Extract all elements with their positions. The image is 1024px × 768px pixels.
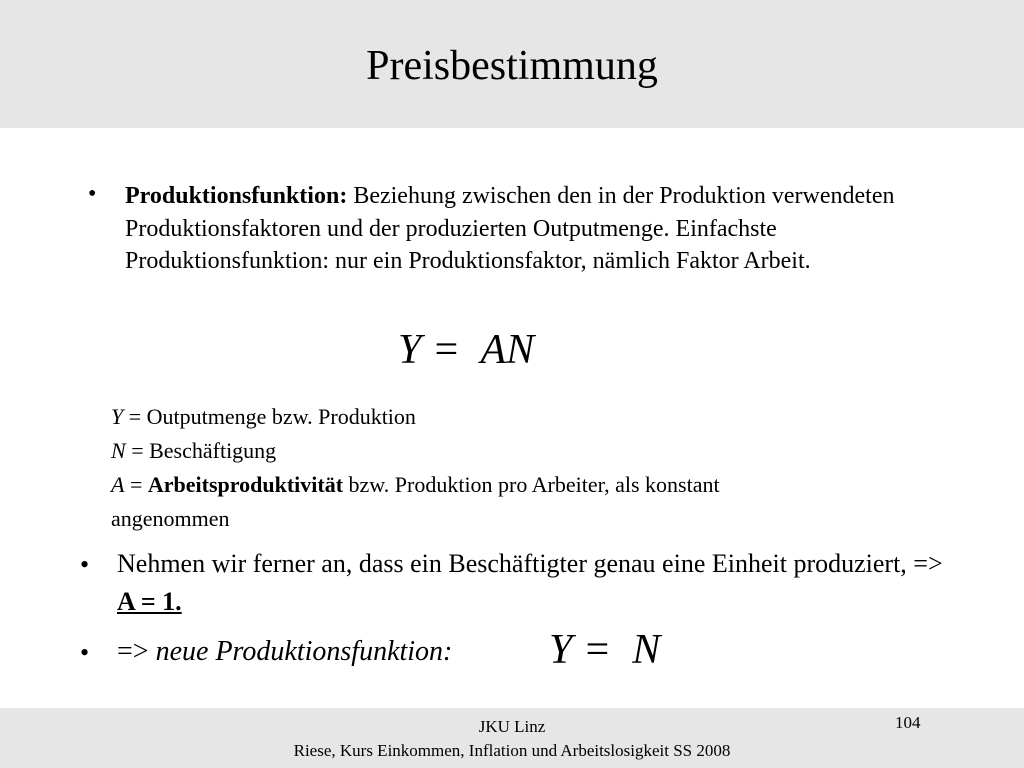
assumption-a-equals-one: A = 1. bbox=[117, 587, 182, 616]
term-produktionsfunktion: Produktionsfunktion: bbox=[125, 183, 348, 209]
definition-a-continued: angenommen bbox=[111, 506, 230, 531]
variable-definitions bbox=[111, 400, 911, 536]
formula-y-an: Y = AN bbox=[398, 327, 535, 373]
assumption-text: Nehmen wir ferner an, dass ein Beschäftigter genau eine Einheit produziert, => bbox=[117, 549, 943, 578]
new-production-function-label: neue Produktionsfunktion: bbox=[155, 636, 453, 667]
production-function-definition: Beziehung zwischen den in der Produktion verwendeten Produktionsfaktoren und der produzierten Outputmenge. Einfachste Produktionsfunktion: nur ein Produktionsfaktor, nämlich Faktor Arbeit. bbox=[125, 183, 895, 274]
bullet-marker: • bbox=[80, 550, 90, 579]
slide-title: Preisbestimmung bbox=[366, 43, 658, 89]
bullet-marker: • bbox=[80, 638, 90, 667]
definition-n: N = Beschäftigung bbox=[111, 438, 277, 463]
bullet-marker: • bbox=[88, 181, 97, 207]
definition-a: A = Arbeitsproduktivität bzw. Produktion pro Arbeiter, als konstant bbox=[111, 472, 720, 497]
definition-y: Y = Outputmenge bzw. Produktion bbox=[111, 404, 416, 429]
footer-institution: JKU Linz bbox=[478, 717, 546, 736]
footer-course: Riese, Kurs Einkommen, Inflation und Arbeitslosigkeit SS 2008 bbox=[293, 741, 731, 760]
formula-y-n: Y = N bbox=[549, 627, 661, 673]
arrow-text: => bbox=[117, 636, 156, 667]
bullet-new-production-function bbox=[117, 632, 452, 672]
bullet-assumption bbox=[117, 545, 957, 621]
bullet-production-function bbox=[125, 180, 925, 278]
page-number: 104 bbox=[895, 713, 921, 732]
